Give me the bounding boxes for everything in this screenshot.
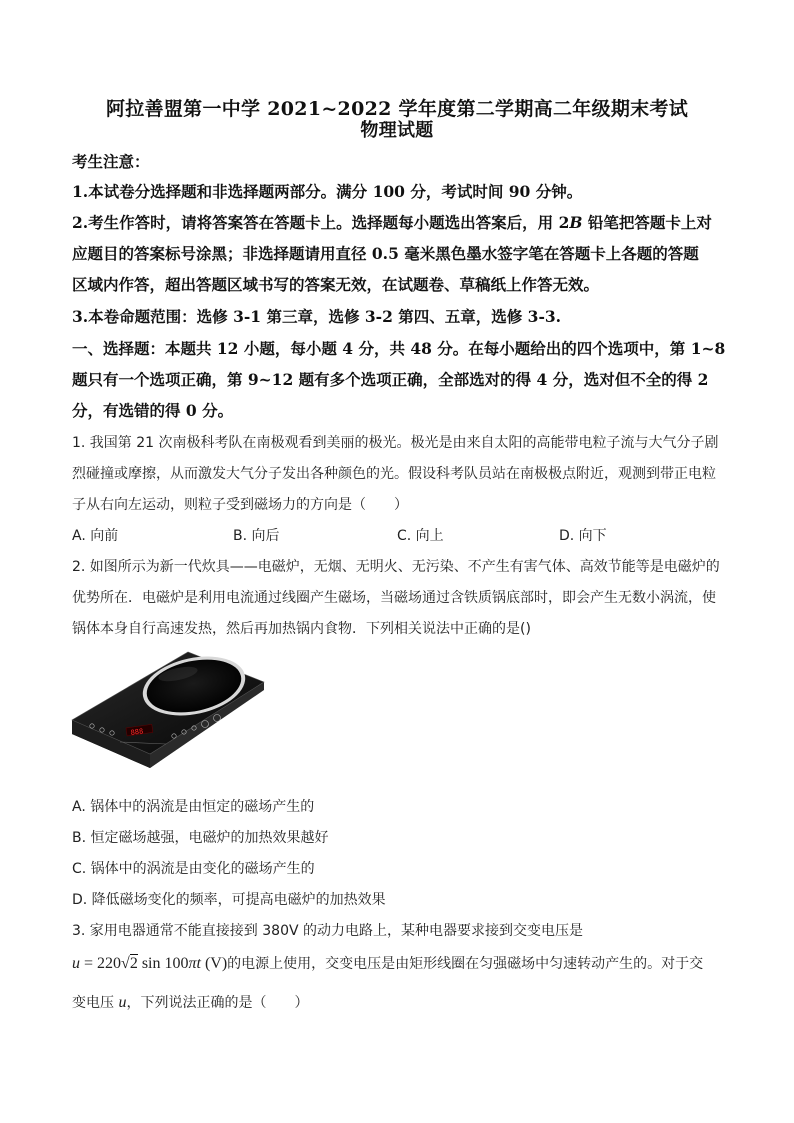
exam-title: 阿拉善盟第一中学 2021~2022 学年度第二学期高二年级期末考试: [105, 98, 689, 120]
section-1-line-1: 一、选择题：本题共 12 小题，每小题 4 分，共 48 分。在每小题给出的四个选项中，第 1~8: [72, 339, 726, 358]
q1-option-b: B. 向后: [233, 528, 280, 544]
q1-line-3: 子从右向左运动，则粒子受到磁场力的方向是（ ）: [72, 497, 408, 513]
q1-line-1: 1. 我国第 21 次南极科考队在南极观看到美丽的极光。极光是由来自太阳的高能带电粒子流与大气分子剧: [72, 435, 719, 451]
cooker-display-digits: 888: [130, 727, 144, 737]
notice-item-3: 3.本卷命题范围：选修 3-1 第三章，选修 3-2 第四、五章，选修 3-3.: [72, 307, 562, 326]
induction-cooker-image: [70, 650, 266, 778]
q1-option-a: A. 向前: [72, 528, 119, 544]
notice-item-2-line-2: 应题目的答案标号涂黑；非选择题请用直径 0.5 毫米黑色墨水签字笔在答题卡上各题的答题: [72, 244, 699, 263]
q1-line-2: 烈碰撞或摩擦，从而激发大气分子发出各种颜色的光。假设科考队员站在南极极点附近，观测到带正电粒: [72, 466, 716, 482]
notice-item-1: 1.本试卷分选择题和非选择题两部分。满分 100 分，考试时间 90 分钟。: [72, 182, 583, 201]
notice-item-2-line-1: 2.考生作答时，请将答案答在答题卡上。选择题每小题选出答案后，用 2B 铅笔把答题卡上对: [72, 213, 712, 232]
q2-option-c: C. 锅体中的涡流是由变化的磁场产生的: [72, 861, 315, 877]
section-1-line-3: 分，有选错的得 0 分。: [72, 401, 234, 420]
exam-subtitle: 物理试题: [360, 120, 434, 141]
q3-line-1: 3. 家用电器通常不能直接接到 380V 的动力电路上，某种电器要求接到交变电压是: [72, 923, 584, 939]
q1-option-d: D. 向下: [559, 528, 607, 544]
voltage-formula: u = 220√2 sin 100πt (V): [72, 955, 228, 972]
q2-option-a: A. 锅体中的涡流是由恒定的磁场产生的: [72, 799, 315, 815]
q2-option-b: B. 恒定磁场越强，电磁炉的加热效果越好: [72, 830, 329, 846]
q3-line-2: u = 220√2 sin 100πt (V)的电源上使用，交变电压是由矩形线圈在匀强磁场中匀速转动产生的。对于交: [72, 955, 704, 972]
q2-option-d: D. 降低磁场变化的频率，可提高电磁炉的加热效果: [72, 892, 386, 908]
q2-line-3: 锅体本身自行高速发热，然后再加热锅内食物．下列相关说法中正确的是(): [72, 621, 531, 637]
pencil-variable: B: [569, 213, 583, 232]
q2-line-1: 2. 如图所示为新一代炊具——电磁炉，无烟、无明火、无污染、不产生有害气体、高效节能等是电磁炉的: [72, 559, 720, 575]
notice-heading: 考生注意：: [72, 152, 150, 171]
q2-line-2: 优势所在．电磁炉是利用电流通过线圈产生磁场，当磁场通过含铁质锅底部时，即会产生无数小涡流，使: [72, 590, 716, 606]
q1-option-c: C. 向上: [397, 528, 444, 544]
notice-item-2-line-3: 区域内作答，超出答题区域书写的答案无效，在试题卷、草稿纸上作答无效。: [72, 275, 600, 294]
section-1-line-2: 题只有一个选项正确，第 9~12 题有多个选项正确，全部选对的得 4 分，选对但不全的得 2: [72, 370, 709, 389]
q3-line-3: 变电压 u，下列说法正确的是（ ）: [72, 994, 309, 1011]
